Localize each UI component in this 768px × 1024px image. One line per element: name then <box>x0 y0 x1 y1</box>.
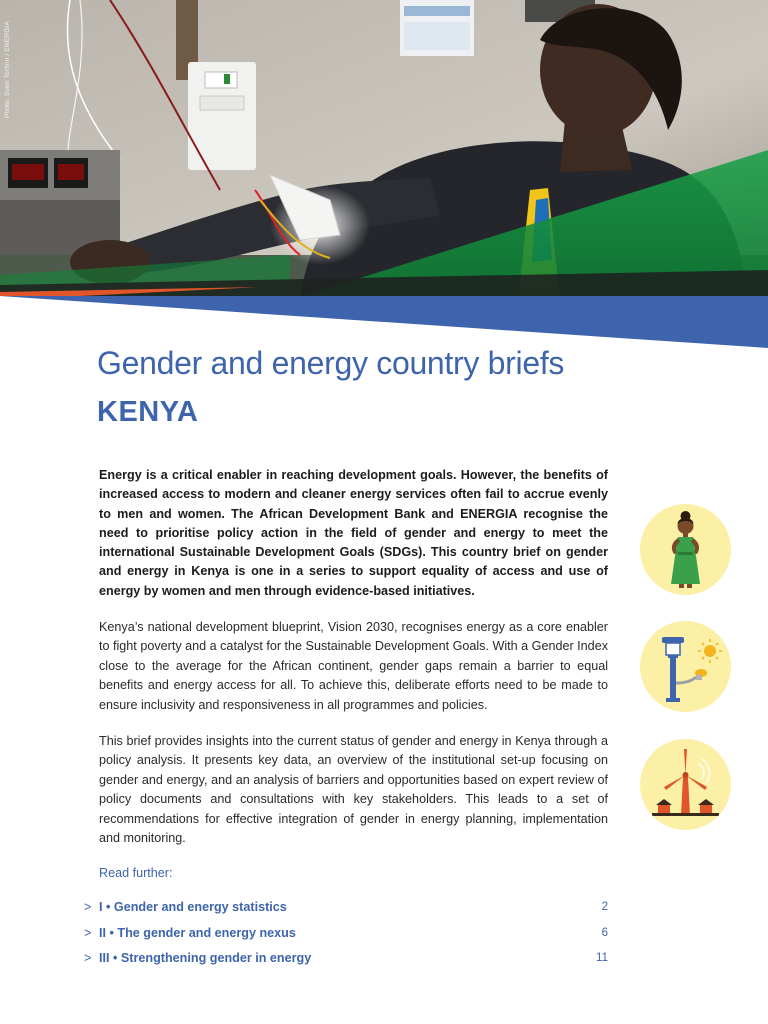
toc-page-number: 6 <box>601 926 608 939</box>
body-paragraph-1: Kenya’s national development blueprint, Vision 2030, recognises energy as a core enabler to fight poverty and a catalyst for the Sustainable Development Goals. With a Gender Index close to the average for the African continent, gender gaps remain a barrier to equal benefits and energy access for all. To achieve this, deliberate efforts need to be made to ensure inclusivity and responsiveness in all programmes and policies. <box>99 620 608 712</box>
body-paragraph-2: This brief provides insights into the current status of gender and energy in Kenya through a policy analysis. It presents key data, an overview of the institutional set-up focusing on gender and energy, and an analysis of barriers and opportunities based on expert review of policy documents and consultations with key stakeholders. This leads to a set of recommendations for effective integration of gender in energy planning, implementation and monitoring. <box>99 734 608 846</box>
toc-link-nexus[interactable] <box>84 924 608 950</box>
photo-credit: Photo: Sven Torfinn / ENERGIA <box>4 20 11 118</box>
wind-turbine-icon <box>640 739 731 830</box>
page-title: Gender and energy country briefs <box>97 345 565 381</box>
chevron-right-icon: > <box>84 925 92 940</box>
chevron-right-icon: > <box>84 900 92 914</box>
toc-link-strengthening[interactable] <box>84 949 608 975</box>
read-further-list <box>84 898 608 975</box>
toc-link-statistics[interactable] <box>84 898 608 924</box>
read-further-label: Read further: <box>99 866 173 880</box>
toc-page-number: 11 <box>596 952 608 964</box>
toc-page-number: 2 <box>601 901 608 913</box>
woman-figure-icon <box>640 504 731 595</box>
street-lamp-sun-icon <box>640 621 731 712</box>
intro-paragraph: Energy is a critical enabler in reaching development goals. However, the benefits of increased access to modern and cleaner energy services often fail to accrue evenly to men and women. The African Development Bank and ENERGIA recognise the need to prioritise policy action in the field of gender and energy to meet the international Sustainable Development Goals (SDGs). This country brief on gender and energy in Kenya is one in a series to support equality of access and use of energy by women and men through evidence-based initiatives. <box>99 468 608 598</box>
hero-photo <box>0 0 768 350</box>
chevron-right-icon: > <box>84 951 92 965</box>
toc-label[interactable]: II • The gender and energy nexus <box>99 925 296 940</box>
country-title: KENYA <box>97 396 199 428</box>
hero-illustration <box>0 0 768 350</box>
toc-label[interactable]: III • Strengthening gender in energy <box>99 951 312 965</box>
toc-label[interactable]: I • Gender and energy statistics <box>99 900 287 914</box>
